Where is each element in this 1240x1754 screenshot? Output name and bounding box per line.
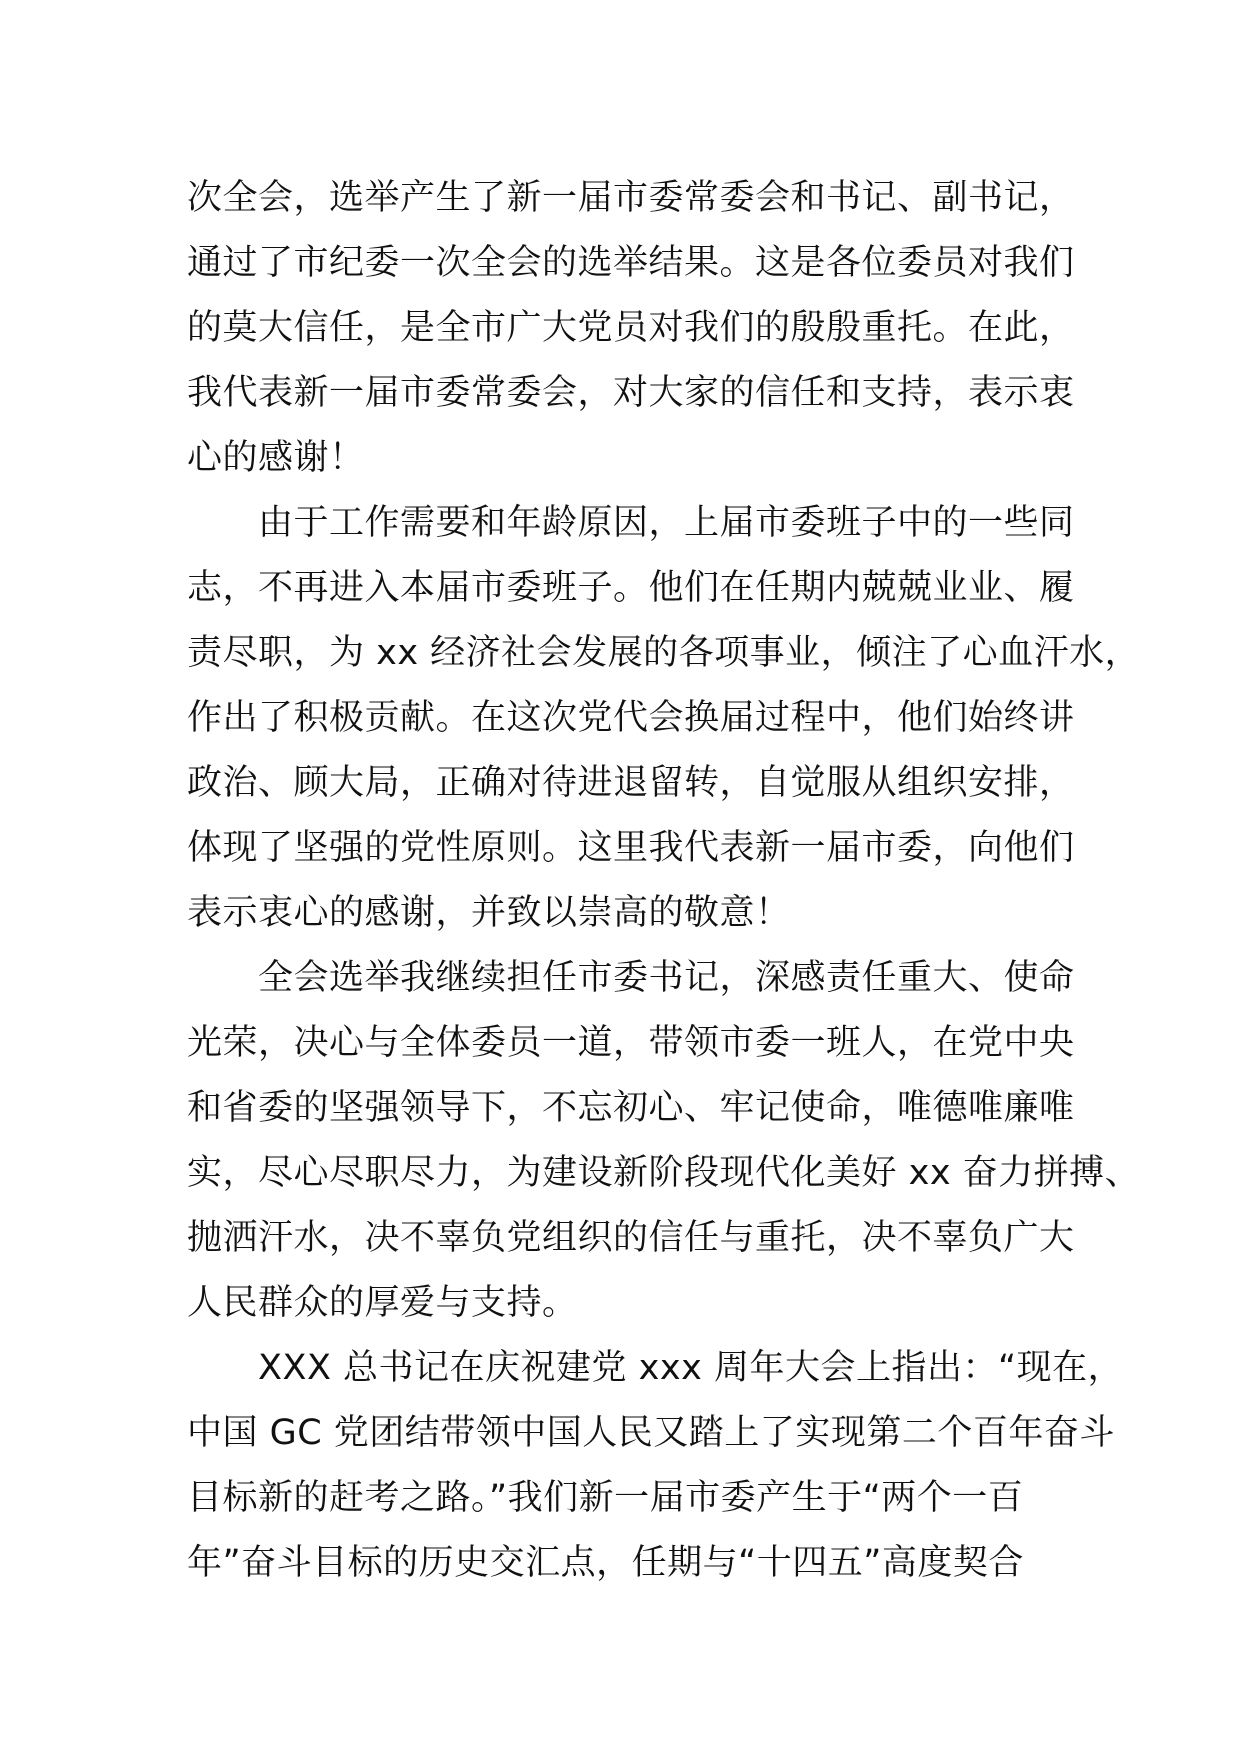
text-line: 作出了积极贡献。在这次党代会换届过程中，他们始终讲 bbox=[187, 698, 1075, 738]
text-line: XXX 总书记在庆祝建党 xxx 周年大会上指出：“现在， bbox=[187, 1348, 1124, 1388]
text-line: 人民群众的厚爱与支持。 bbox=[187, 1283, 578, 1323]
text-line: 由于工作需要和年龄原因，上届市委班子中的一些同 bbox=[187, 503, 1075, 543]
text-line: 政治、顾大局，正确对待进退留转，自觉服从组织安排， bbox=[187, 763, 1075, 803]
text-line: 我代表新一届市委常委会，对大家的信任和支持，表示衷 bbox=[187, 373, 1075, 413]
text-line: 中国 GC 党团结带领中国人民又踏上了实现第二个百年奋斗 bbox=[187, 1413, 1115, 1453]
body-text bbox=[187, 166, 1141, 1596]
text-line: 光荣，决心与全体委员一道，带领市委一班人，在党中央 bbox=[187, 1023, 1075, 1063]
text-line: 目标新的赶考之路。”我们新一届市委产生于“两个一百 bbox=[187, 1478, 1024, 1518]
text-line: 实，尽心尽职尽力，为建设新阶段现代化美好 xx 奋力拼搏、 bbox=[187, 1153, 1141, 1193]
text-line: 年”奋斗目标的历史交汇点，任期与“十四五”高度契合 bbox=[187, 1543, 1024, 1583]
text-line: 志，不再进入本届市委班子。他们在任期内兢兢业业、履 bbox=[187, 568, 1075, 608]
text-line: 通过了市纪委一次全会的选举结果。这是各位委员对我们 bbox=[187, 243, 1075, 283]
text-line: 表示衷心的感谢，并致以崇高的敬意！ bbox=[187, 893, 791, 933]
text-line: 责尽职，为 xx 经济社会发展的各项事业，倾注了心血汗水， bbox=[187, 633, 1141, 673]
text-line: 抛洒汗水，决不辜负党组织的信任与重托，决不辜负广大 bbox=[187, 1218, 1075, 1258]
text-line: 心的感谢！ bbox=[187, 438, 365, 478]
text-line: 的莫大信任，是全市广大党员对我们的殷殷重托。在此， bbox=[187, 308, 1075, 348]
text-line: 全会选举我继续担任市委书记，深感责任重大、使命 bbox=[187, 958, 1075, 998]
text-line: 和省委的坚强领导下，不忘初心、牢记使命，唯德唯廉唯 bbox=[187, 1088, 1075, 1128]
text-line: 次全会，选举产生了新一届市委常委会和书记、副书记， bbox=[187, 178, 1075, 218]
text-line: 体现了坚强的党性原则。这里我代表新一届市委，向他们 bbox=[187, 828, 1075, 868]
